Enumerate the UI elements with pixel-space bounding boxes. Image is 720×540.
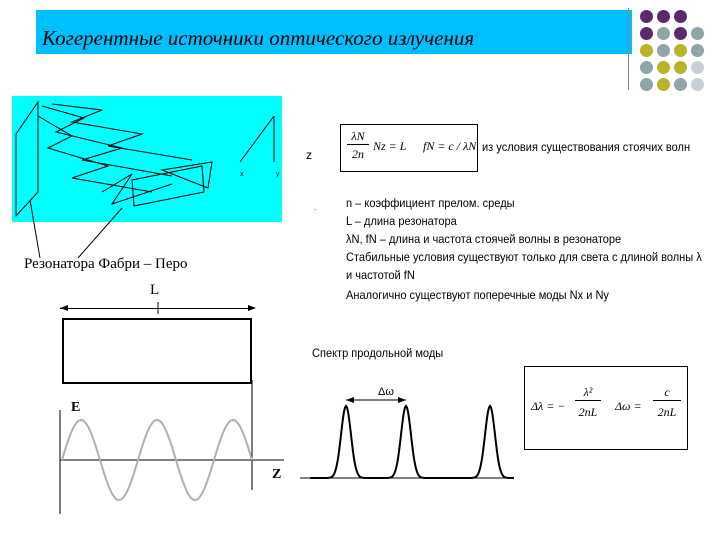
formula2-a-lhs: Δλ = − [531,399,566,413]
axis-e-label: E [71,400,81,415]
spectrum-curve [310,406,514,478]
svg-text:y: y [276,171,280,178]
desc-line: Стабильные условия существуют только для света с длиной волны λ [346,250,702,264]
svg-text:x: x [240,171,244,178]
axis-z-bottom-label: Z [272,467,282,482]
formula1-note: из условия существования стоячих волн [482,140,691,154]
slide-title: Когерентные источники оптического излучения [42,26,475,50]
formula1-lhs-denominator: 2n [352,147,364,161]
formula-box-spectrum [524,366,688,450]
desc-line: n – коэффициент прелом. среды [346,196,515,210]
dimension-arrows [56,302,260,316]
formula2-a-denominator: 2nL [578,405,598,419]
axis-z-label: z [306,148,312,162]
formula2-b-numerator: c [653,385,681,401]
standing-wave-plot [54,380,294,520]
resonator-caption: Резонатора Фабри – Перо [24,256,188,272]
formula2-b-lhs: Δω = [615,399,642,413]
formula1-lhs-numerator: λN [347,129,369,145]
desc-line: L – длина резонатора [346,214,457,228]
resonator-cavity [62,318,252,384]
formula2-a-numerator: λ² [575,385,601,401]
delta-omega-label: Δω [378,386,394,398]
spectrum-plot [300,364,516,484]
desc-line: λN, fN – длина и частота стоячей волны в резонаторе [346,232,622,246]
stray-dot: · [314,206,317,214]
formula1-lhs-rest: Nz = L [373,139,407,153]
desc-line: Аналогично существуют поперечные моды Nx и Ny [346,288,609,302]
desc-line: и частотой fN [346,268,415,282]
formula-box-standing-wave [340,124,478,172]
spectrum-title: Спектр продольной моды [312,346,444,360]
formula1-rhs: fN = c / λN [423,139,477,153]
length-label: L [150,282,160,298]
formula2-b-denominator: 2nL [657,405,677,419]
